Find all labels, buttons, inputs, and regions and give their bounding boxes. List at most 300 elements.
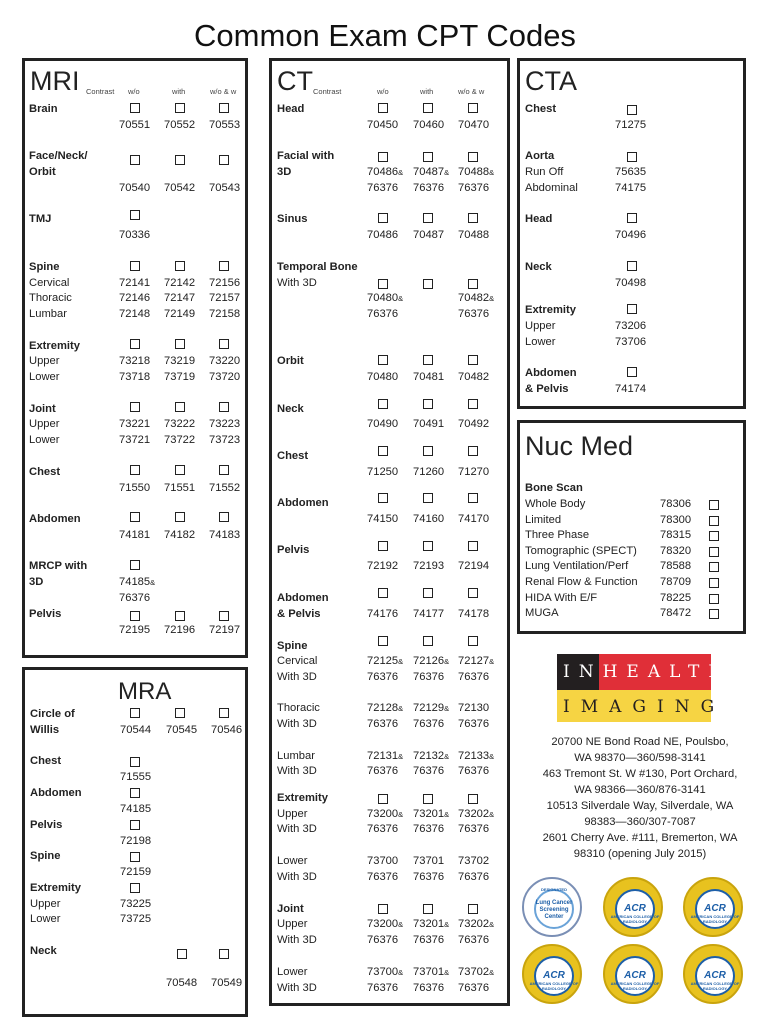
- cpt-code: 76376: [458, 308, 490, 320]
- checkbox[interactable]: [219, 611, 229, 621]
- ct-extremity-label: Extremity: [277, 792, 328, 804]
- cpt-code: 73206: [615, 320, 647, 332]
- ct-abdomen-label: Abdomen: [277, 497, 329, 509]
- mra-header: MRA: [118, 678, 172, 705]
- checkbox[interactable]: [468, 493, 478, 503]
- cpt-code: 74185: [120, 803, 152, 815]
- cpt-code: [367, 749, 403, 765]
- cpt-code: [458, 917, 494, 933]
- cpt-code: 70553: [209, 119, 241, 131]
- cpt-code: 70450: [367, 119, 399, 131]
- checkbox[interactable]: [378, 152, 388, 162]
- ct-abdpelvis-label: Abdomen: [277, 592, 329, 604]
- ampersand: &: [398, 657, 404, 666]
- nucmed-item-label: Limited: [525, 513, 562, 526]
- cpt-code: 70551: [119, 119, 151, 131]
- code: 73202: [458, 808, 490, 820]
- cpt-code: 73223: [209, 418, 241, 430]
- cpt-code: 70470: [458, 119, 490, 131]
- checkbox[interactable]: [709, 531, 719, 541]
- seal-sub: AMERICAN COLLEGE OF RADIOLOGY: [529, 981, 579, 991]
- cpt-code: 73722: [164, 434, 196, 446]
- checkbox[interactable]: [423, 446, 433, 456]
- cpt-code: 73219: [164, 355, 196, 367]
- ampersand: &: [398, 968, 404, 977]
- checkbox[interactable]: [468, 588, 478, 598]
- code: 70487: [413, 166, 445, 178]
- ampersand: &: [444, 657, 450, 666]
- checkbox[interactable]: [130, 465, 140, 475]
- ct-orbit-label: Orbit: [277, 355, 304, 367]
- checkbox[interactable]: [627, 105, 637, 115]
- cpt-code: 74174: [615, 383, 647, 395]
- checkbox[interactable]: [378, 355, 388, 365]
- seal-label: ACR: [704, 970, 726, 981]
- checkbox[interactable]: [130, 512, 140, 522]
- checkbox[interactable]: [378, 541, 388, 551]
- code: 73700: [367, 966, 399, 978]
- ct-spine-label: Spine: [277, 640, 308, 652]
- checkbox[interactable]: [219, 339, 229, 349]
- cpt-code: 72193: [413, 560, 445, 572]
- checkbox[interactable]: [130, 261, 140, 271]
- checkbox[interactable]: [130, 611, 140, 621]
- code: 70480: [367, 292, 399, 304]
- sub-label: With 3D: [277, 982, 317, 994]
- checkbox[interactable]: [378, 213, 388, 223]
- sub-label: Lower: [29, 434, 60, 446]
- ct-sinus-label: Sinus: [277, 213, 308, 225]
- seal-label: ACR: [624, 903, 646, 914]
- checkbox[interactable]: [423, 152, 433, 162]
- checkbox[interactable]: [219, 402, 229, 412]
- cpt-code: [367, 165, 403, 181]
- cpt-code: 76376: [458, 934, 490, 946]
- cpt-code: 70460: [413, 119, 445, 131]
- ampersand: &: [444, 752, 450, 761]
- checkbox[interactable]: [709, 578, 719, 588]
- ct-pelvis-label: Pelvis: [277, 544, 310, 556]
- checkbox[interactable]: [130, 788, 140, 798]
- sub-label: Lumbar: [277, 750, 315, 762]
- checkbox[interactable]: [378, 636, 388, 646]
- checkbox[interactable]: [130, 852, 140, 862]
- logo-line1: INHEALTH: [563, 662, 733, 682]
- cpt-code: 71550: [119, 482, 151, 494]
- cpt-code: 70543: [209, 182, 241, 194]
- address-line: WA 98370—360/598-3141: [574, 752, 706, 764]
- ampersand: &: [489, 752, 495, 761]
- checkbox[interactable]: [175, 512, 185, 522]
- acr-seal: [603, 944, 663, 1004]
- addresses: [525, 734, 755, 862]
- checkbox[interactable]: [177, 949, 187, 959]
- cpt-code: [367, 654, 403, 670]
- sub-label: Upper: [30, 898, 61, 910]
- seal-label: ACR: [543, 970, 565, 981]
- checkbox[interactable]: [709, 594, 719, 604]
- mri-spine-label: Spine: [29, 261, 60, 273]
- checkbox[interactable]: [130, 708, 140, 718]
- cpt-code: 72142: [164, 277, 196, 289]
- cpt-code: 73723: [209, 434, 241, 446]
- checkbox[interactable]: [423, 904, 433, 914]
- cpt-code: 76376: [458, 182, 490, 194]
- cpt-code: 78300: [660, 513, 692, 526]
- checkbox[interactable]: [627, 367, 637, 377]
- ampersand: &: [489, 810, 495, 819]
- cpt-code: 70549: [211, 977, 243, 989]
- cta-abdpelvis-label: & Pelvis: [525, 383, 569, 395]
- seal-sub: DESIGNATED: [541, 887, 567, 892]
- sub-label: With 3D: [277, 871, 317, 883]
- mri-col-wow: w/o & w: [210, 87, 237, 96]
- seal-sub: AMERICAN COLLEGE OF RADIOLOGY: [690, 981, 740, 991]
- checkbox[interactable]: [130, 103, 140, 113]
- checkbox[interactable]: [130, 560, 140, 570]
- cpt-code: 71260: [413, 466, 445, 478]
- cpt-code: 76376: [413, 982, 445, 994]
- checkbox[interactable]: [709, 500, 719, 510]
- cpt-code: 70546: [211, 724, 243, 736]
- code: 70488: [458, 166, 490, 178]
- sub-label: With 3D: [277, 823, 317, 835]
- nucmed-item-label: Renal Flow & Function: [525, 576, 638, 588]
- cpt-code: 76376: [413, 765, 445, 777]
- checkbox[interactable]: [130, 402, 140, 412]
- cpt-code: 70545: [166, 724, 198, 736]
- cta-neck-label: Neck: [525, 261, 552, 273]
- code: 72127: [458, 655, 490, 667]
- checkbox[interactable]: [423, 103, 433, 113]
- address-line: 463 Tremont St. W #130, Port Orchard,: [542, 768, 738, 780]
- cpt-code: 71551: [164, 482, 196, 494]
- cpt-code: 71250: [367, 466, 399, 478]
- cpt-code: 72198: [120, 835, 152, 847]
- cpt-code: 71270: [458, 466, 490, 478]
- checkbox[interactable]: [130, 210, 140, 220]
- ampersand: &: [444, 810, 450, 819]
- checkbox[interactable]: [378, 904, 388, 914]
- ampersand: &: [444, 704, 450, 713]
- cpt-code: 74182: [164, 529, 196, 541]
- nucmed-item-label: Three Phase: [525, 529, 590, 542]
- cpt-code: 74181: [119, 529, 151, 541]
- sub-label: Cervical: [29, 277, 70, 289]
- checkbox[interactable]: [423, 399, 433, 409]
- cpt-code: [367, 807, 403, 823]
- checkbox[interactable]: [627, 213, 637, 223]
- code: 73701: [413, 966, 445, 978]
- cpt-code: 73701: [413, 855, 445, 867]
- cpt-code: 72157: [209, 292, 241, 304]
- cpt-code: 73706: [615, 336, 647, 348]
- sub-label: Lower: [277, 966, 308, 978]
- ct-col-with: with: [420, 87, 434, 96]
- ampersand: &: [398, 920, 404, 929]
- cpt-code: 71552: [209, 482, 241, 494]
- cpt-code: [458, 654, 494, 670]
- cpt-code: 72196: [164, 624, 196, 636]
- checkbox[interactable]: [378, 794, 388, 804]
- cpt-code: 72197: [209, 624, 241, 636]
- checkbox[interactable]: [130, 820, 140, 830]
- checkbox[interactable]: [468, 446, 478, 456]
- address-line: 98383—360/307-7087: [584, 816, 696, 828]
- sub-label: Lower: [525, 336, 556, 348]
- ct-temporal-sublabel: With 3D: [277, 277, 317, 289]
- cpt-code: 70544: [120, 724, 152, 736]
- mri-chest-label: Chest: [29, 466, 61, 478]
- code: 73200: [367, 918, 399, 930]
- checkbox[interactable]: [130, 155, 140, 165]
- logo-line2: IMAGING: [563, 697, 726, 717]
- address-line: WA 98366—360/876-3141: [574, 784, 706, 796]
- cpt-code: 76376: [119, 592, 151, 604]
- cpt-code: 73719: [164, 371, 196, 383]
- checkbox[interactable]: [709, 562, 719, 572]
- cpt-code: 72149: [164, 308, 196, 320]
- checkbox[interactable]: [219, 103, 229, 113]
- checkbox[interactable]: [378, 446, 388, 456]
- ct-head-label: Head: [277, 103, 305, 115]
- checkbox[interactable]: [175, 708, 185, 718]
- cta-abdpelvis-label: Abdomen: [525, 367, 577, 379]
- seal-sub: AMERICAN COLLEGE OF RADIOLOGY: [610, 981, 660, 991]
- address-line: 2601 Cherry Ave. #111, Bremerton, WA: [542, 832, 738, 844]
- cpt-code: [367, 701, 403, 717]
- checkbox[interactable]: [468, 279, 478, 289]
- cpt-code: 70548: [166, 977, 198, 989]
- code: 73202: [458, 918, 490, 930]
- acr-seal: [683, 877, 743, 937]
- mri-pelvis-label: Pelvis: [29, 608, 62, 620]
- cpt-code: 74176: [367, 608, 399, 620]
- ct-temporal-label: Temporal Bone: [277, 261, 358, 273]
- checkbox[interactable]: [378, 103, 388, 113]
- ampersand: &: [150, 578, 156, 587]
- cpt-code: [367, 291, 403, 307]
- checkbox[interactable]: [219, 949, 229, 959]
- cpt-code: 70490: [367, 418, 399, 430]
- mra-willis-label: Willis: [30, 724, 60, 736]
- inhealth-imaging-logo: [557, 654, 733, 722]
- checkbox[interactable]: [378, 493, 388, 503]
- cpt-code: 70481: [413, 371, 445, 383]
- cpt-code: 70482: [458, 371, 490, 383]
- mri-col-with: with: [172, 87, 186, 96]
- nucmed-item-label: MUGA: [525, 607, 559, 620]
- lung-screening-seal: [522, 877, 582, 937]
- checkbox[interactable]: [627, 261, 637, 271]
- cpt-code: 72146: [119, 292, 151, 304]
- cpt-code: 70498: [615, 277, 647, 289]
- mra-neck-label: Neck: [30, 945, 57, 957]
- checkbox[interactable]: [423, 636, 433, 646]
- cpt-code: 78709: [660, 576, 692, 588]
- cpt-code: 72141: [119, 277, 151, 289]
- checkbox[interactable]: [709, 516, 719, 526]
- cpt-code: [413, 701, 449, 717]
- mra-abdomen-label: Abdomen: [30, 787, 82, 799]
- ct-abdpelvis-label: & Pelvis: [277, 608, 321, 620]
- nucmed-item-label: Tomographic (SPECT): [525, 544, 637, 557]
- checkbox[interactable]: [378, 399, 388, 409]
- code: 73201: [413, 918, 445, 930]
- sub-label: Upper: [29, 355, 60, 367]
- address-line: 20700 NE Bond Road NE, Poulsbo,: [551, 736, 729, 748]
- checkbox[interactable]: [423, 213, 433, 223]
- checkbox[interactable]: [219, 512, 229, 522]
- checkbox[interactable]: [175, 155, 185, 165]
- cpt-code: 70487: [413, 229, 445, 241]
- checkbox[interactable]: [175, 103, 185, 113]
- cpt-code: 73721: [119, 434, 151, 446]
- sub-label: Upper: [29, 418, 60, 430]
- cpt-code: 76376: [458, 671, 490, 683]
- cpt-code: 73725: [120, 913, 152, 925]
- sub-label: Run Off: [525, 166, 564, 178]
- sub-label: With 3D: [277, 671, 317, 683]
- checkbox[interactable]: [423, 794, 433, 804]
- mri-col-wo: w/o: [128, 87, 140, 96]
- checkbox[interactable]: [378, 588, 388, 598]
- checkbox[interactable]: [130, 883, 140, 893]
- checkbox[interactable]: [175, 465, 185, 475]
- cpt-code: [458, 807, 494, 823]
- cpt-code: 72194: [458, 560, 490, 572]
- cpt-code: 71275: [615, 119, 647, 131]
- checkbox[interactable]: [130, 339, 140, 349]
- checkbox[interactable]: [175, 261, 185, 271]
- ampersand: &: [489, 168, 495, 177]
- checkbox[interactable]: [468, 103, 478, 113]
- ampersand: &: [444, 920, 450, 929]
- cpt-code: [458, 291, 494, 307]
- cpt-code: 78306: [660, 498, 692, 510]
- ampersand: &: [398, 168, 404, 177]
- cpt-code: 73221: [119, 418, 151, 430]
- checkbox[interactable]: [423, 493, 433, 503]
- cta-head-label: Head: [525, 213, 553, 225]
- cpt-code: 72192: [367, 560, 399, 572]
- checkbox[interactable]: [219, 465, 229, 475]
- checkbox[interactable]: [219, 261, 229, 271]
- checkbox[interactable]: [130, 757, 140, 767]
- checkbox[interactable]: [709, 547, 719, 557]
- cpt-code: 72156: [209, 277, 241, 289]
- code: 72131: [367, 750, 399, 762]
- seal-sub: AMERICAN COLLEGE OF RADIOLOGY: [690, 914, 740, 924]
- cpt-code: 76376: [413, 871, 445, 883]
- cpt-code: 70488: [458, 229, 490, 241]
- cpt-code: [367, 965, 403, 981]
- checkbox[interactable]: [468, 904, 478, 914]
- checkbox[interactable]: [709, 609, 719, 619]
- cpt-code: 74183: [209, 529, 241, 541]
- acr-seal: [522, 944, 582, 1004]
- acr-seal: [683, 944, 743, 1004]
- code: 72125: [367, 655, 399, 667]
- checkbox[interactable]: [468, 541, 478, 551]
- checkbox[interactable]: [423, 588, 433, 598]
- mri-mrcp-label: MRCP with: [29, 560, 88, 572]
- ampersand: &: [444, 968, 450, 977]
- nucmed-item-label: Lung Ventilation/Perf: [525, 560, 629, 573]
- code: 72126: [413, 655, 445, 667]
- checkbox[interactable]: [468, 794, 478, 804]
- mri-mrcp-label: 3D: [29, 576, 44, 588]
- mra-willis-label: Circle of: [30, 708, 75, 720]
- checkbox[interactable]: [468, 399, 478, 409]
- cta-chest-label: Chest: [525, 103, 557, 115]
- cpt-code: 76376: [458, 718, 490, 730]
- checkbox[interactable]: [175, 339, 185, 349]
- cpt-code: 73222: [164, 418, 196, 430]
- checkbox[interactable]: [468, 636, 478, 646]
- cpt-code: 74170: [458, 513, 490, 525]
- page-title: Common Exam CPT Codes: [194, 18, 576, 53]
- cpt-code: 76376: [413, 934, 445, 946]
- ct-facial-label: Facial with: [277, 150, 335, 162]
- ct-header: CT: [277, 66, 313, 96]
- cpt-code: 74178: [458, 608, 490, 620]
- cpt-code: 76376: [413, 671, 445, 683]
- sub-label: Lumbar: [29, 308, 67, 320]
- checkbox[interactable]: [219, 708, 229, 718]
- seal-label: ACR: [704, 903, 726, 914]
- checkbox[interactable]: [423, 279, 433, 289]
- ampersand: &: [398, 752, 404, 761]
- checkbox[interactable]: [468, 152, 478, 162]
- cpt-code: 74175: [615, 182, 647, 194]
- ct-col-contrast: Contrast: [313, 87, 342, 96]
- cpt-code: [458, 165, 494, 181]
- checkbox[interactable]: [627, 304, 637, 314]
- checkbox[interactable]: [627, 152, 637, 162]
- cta-header: CTA: [525, 66, 577, 96]
- checkbox[interactable]: [175, 611, 185, 621]
- checkbox[interactable]: [468, 213, 478, 223]
- checkbox[interactable]: [219, 155, 229, 165]
- checkbox[interactable]: [378, 279, 388, 289]
- ct-neck-label: Neck: [277, 403, 304, 415]
- mri-col-contrast: Contrast: [86, 87, 115, 96]
- code: 73201: [413, 808, 445, 820]
- checkbox[interactable]: [468, 355, 478, 365]
- cpt-code: 70492: [458, 418, 490, 430]
- cpt-code: 72130: [458, 702, 490, 714]
- mra-chest-label: Chest: [30, 755, 62, 767]
- checkbox[interactable]: [423, 355, 433, 365]
- code: 73200: [367, 808, 399, 820]
- checkbox[interactable]: [175, 402, 185, 412]
- cpt-code: [413, 807, 449, 823]
- sub-label: Thoracic: [29, 292, 72, 304]
- cpt-code: 74177: [413, 608, 445, 620]
- cpt-code: [119, 575, 155, 591]
- nucmed-bonescan-label: Bone Scan: [525, 482, 583, 494]
- cpt-code: 76376: [367, 182, 399, 194]
- cpt-code: [458, 749, 494, 765]
- mra-pelvis-label: Pelvis: [30, 819, 63, 831]
- mri-tmj-label: TMJ: [29, 213, 52, 225]
- checkbox[interactable]: [423, 541, 433, 551]
- sub-label: With 3D: [277, 765, 317, 777]
- mri-header: MRI: [30, 66, 80, 96]
- cpt-code: [413, 165, 449, 181]
- cpt-code: 78472: [660, 607, 692, 620]
